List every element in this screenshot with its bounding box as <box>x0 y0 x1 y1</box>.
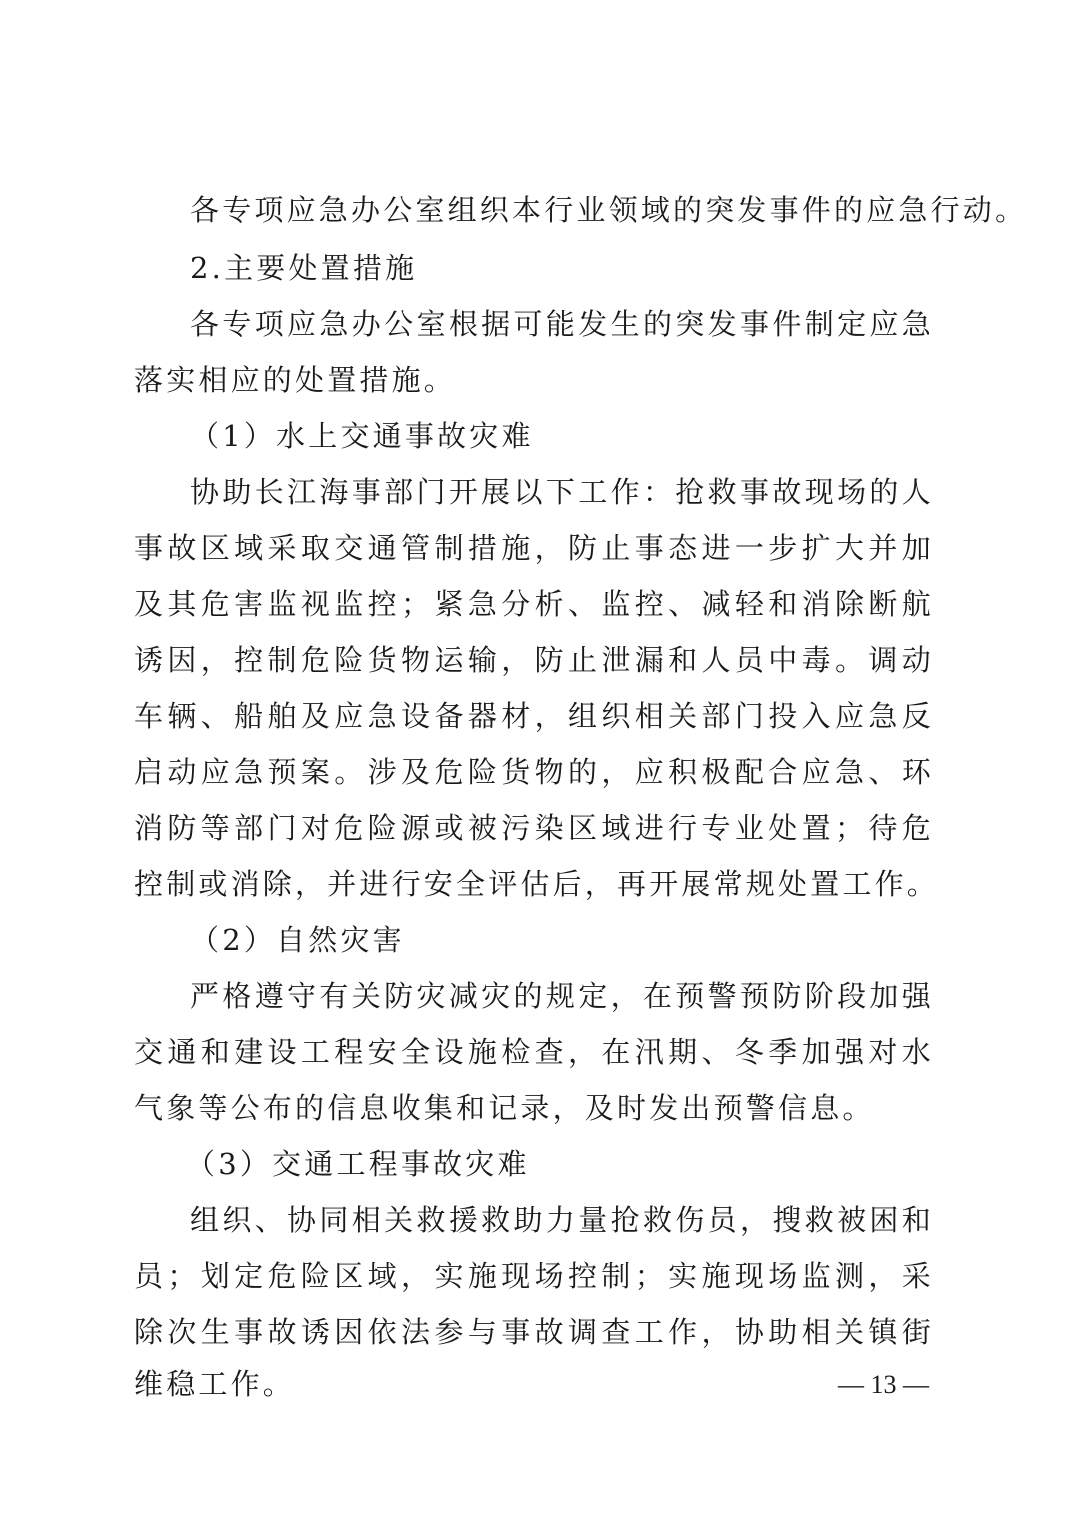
paragraph-line: 控制或消除，并进行安全评估后，再开展常规处置工作。 <box>134 867 940 901</box>
paragraph-line: 除次生事故诱因依法参与事故调查工作，协助相关镇街 <box>134 1315 934 1349</box>
paragraph-line: 启动应急预案。涉及危险货物的，应积极配合应急、环 <box>134 755 934 789</box>
paragraph-line: 交通和建设工程安全设施检查，在汛期、冬季加强对水 <box>134 1035 934 1069</box>
paragraph-line: 组织、协同相关救援救助力量抢救伤员，搜救被困和 <box>190 1203 934 1237</box>
section-heading: 2.主要处置措施 <box>190 251 418 285</box>
paragraph-line: 各专项应急办公室根据可能发生的突发事件制定应急 <box>190 307 934 341</box>
paragraph-line: 协助长江海事部门开展以下工作：抢救事故现场的人 <box>190 475 934 509</box>
subsection-heading: （1）水上交通事故灾难 <box>190 419 534 453</box>
paragraph-line: 严格遵守有关防灾减灾的规定，在预警预防阶段加强 <box>190 979 934 1013</box>
subsection-heading: （2）自然灾害 <box>190 923 405 957</box>
paragraph-line: 落实相应的处置措施。 <box>134 363 457 397</box>
paragraph-line: 车辆、船舶及应急设备器材，组织相关部门投入应急反 <box>134 699 934 733</box>
page-number: — 13 — <box>838 1370 929 1399</box>
paragraph-line: 维稳工作。 <box>134 1367 296 1401</box>
paragraph-line: 各专项应急办公室组织本行业领域的突发事件的应急行动。 <box>190 193 1028 227</box>
paragraph-line: 诱因，控制危险货物运输，防止泄漏和人员中毒。调动 <box>134 643 934 677</box>
paragraph-line: 气象等公布的信息收集和记录，及时发出预警信息。 <box>134 1091 875 1125</box>
paragraph-line: 员；划定危险区域，实施现场控制；实施现场监测，采 <box>134 1259 934 1293</box>
paragraph-line: 消防等部门对危险源或被污染区域进行专业处置；待危 <box>134 811 934 845</box>
paragraph-line: 事故区域采取交通管制措施，防止事态进一步扩大并加 <box>134 531 934 565</box>
paragraph-line: 及其危害监视监控；紧急分析、监控、减轻和消除断航 <box>134 587 934 621</box>
subsection-heading: （3）交通工程事故灾难 <box>186 1147 530 1181</box>
